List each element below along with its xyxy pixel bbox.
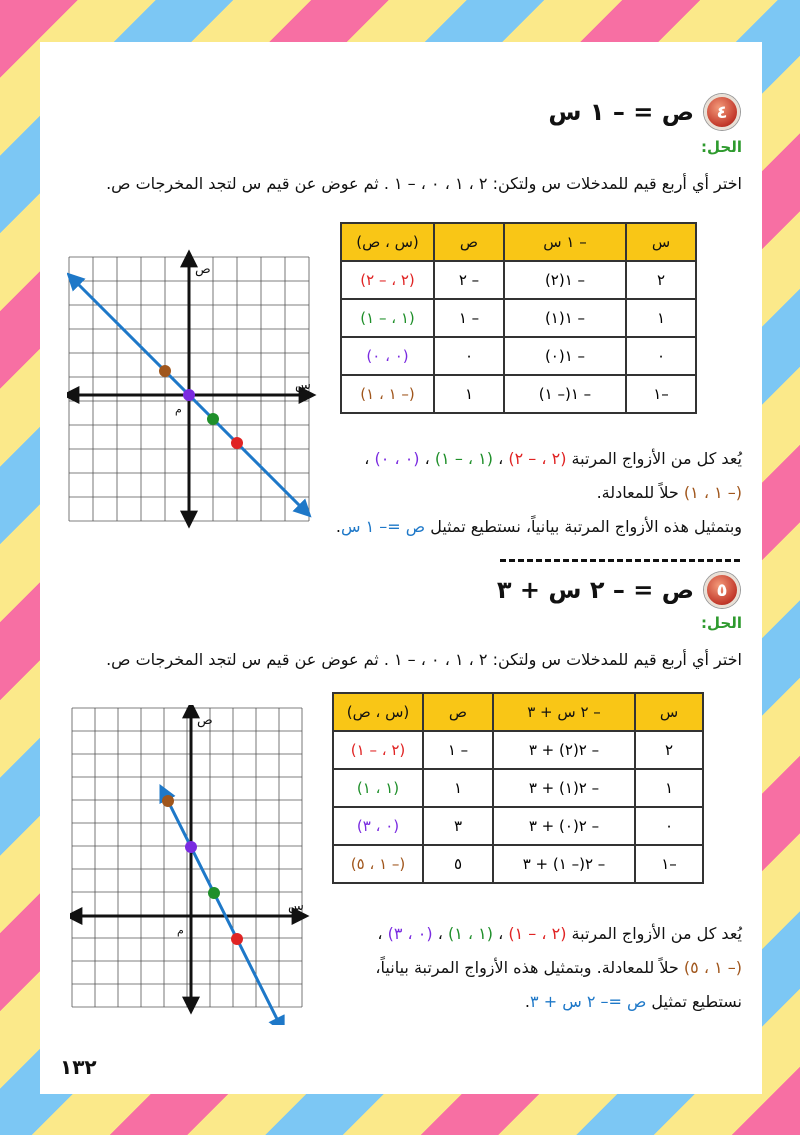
table-cell: – ٢(– ١) + ٣ [493, 845, 635, 883]
table-header-row [333, 693, 703, 731]
ordered-pair: (١ ، ١) [447, 924, 493, 943]
table-cell-pair: (١ ، ١) [333, 769, 423, 807]
table-cell: ١ [423, 769, 493, 807]
equation-highlight: ص =– ١ س [340, 517, 426, 536]
table-cell: ١ [635, 769, 703, 807]
table-row [341, 261, 696, 299]
table-header-row [341, 223, 696, 261]
y-axis-label: ص [195, 262, 211, 277]
explanation-line [312, 442, 742, 476]
problem-4-header [548, 94, 740, 130]
separator: ، [493, 449, 509, 468]
explanation-line [312, 985, 742, 1019]
table-row [333, 807, 703, 845]
table-row [341, 337, 696, 375]
problem-5-equation: ص = – ٢ س + ٣ [496, 576, 694, 604]
table-cell: –١ [635, 845, 703, 883]
ordered-pair: (– ١ ، ١) [683, 483, 742, 502]
problem-4-solution-label: الحل: [701, 138, 742, 156]
table-cell: ٥ [423, 845, 493, 883]
table-header-cell: (س ، ص) [333, 693, 423, 731]
page [40, 42, 762, 1094]
table-cell: – ٢(٠) + ٣ [493, 807, 635, 845]
page-number: ١٣٢ [60, 1055, 97, 1079]
separator: ، [419, 449, 435, 468]
ordered-pair: (٠ ، ٠) [374, 449, 420, 468]
table-header-cell: (س ، ص) [341, 223, 434, 261]
table-cell: – ١(٠) [504, 337, 626, 375]
data-point [162, 795, 174, 807]
problem-5-graph [70, 705, 320, 1025]
table-cell: ٠ [635, 807, 703, 845]
table-cell-pair: (٠ ، ٣) [333, 807, 423, 845]
table-header-cell: س [626, 223, 696, 261]
explanation-text: ، [364, 449, 375, 468]
explanation-text: وبتمثيل هذه الأزواج المرتبة بيانياً، نستطيع تمثيل [425, 517, 742, 536]
table-cell-pair: (٢ ، – ١) [333, 731, 423, 769]
table-cell: – ١ [423, 731, 493, 769]
table-cell-pair: (٢ ، – ٢) [341, 261, 434, 299]
table-header-cell: ص [434, 223, 504, 261]
explanation-text: يُعد كل من الأزواج المرتبة [566, 449, 742, 468]
table-cell-pair: (١ ، – ١) [341, 299, 434, 337]
table-row [333, 769, 703, 807]
problem-5-intro: اختر أي أربع قيم للمدخلات س ولتكن: ٢ ، ١ ، ٠ ، – ١ . ثم عوض عن قيم س لتجد المخرجات ص. [106, 650, 742, 669]
problem-4-explanation [312, 442, 742, 544]
problem-4-graph [67, 247, 317, 537]
table-cell: – ١(– ١) [504, 375, 626, 413]
explanation-line [312, 951, 742, 985]
explanation-text: . [524, 992, 531, 1011]
explanation-line [312, 510, 742, 544]
ordered-pair: (٢ ، – ١) [508, 924, 567, 943]
table-cell: ٢ [635, 731, 703, 769]
explanation-text: يُعد كل من الأزواج المرتبة [566, 924, 742, 943]
table-cell: ١ [626, 299, 696, 337]
table-cell: – ١ [434, 299, 504, 337]
table-header-cell: – ٢ س + ٣ [493, 693, 635, 731]
data-point [231, 437, 243, 449]
explanation-line [312, 917, 742, 951]
table-cell: ٠ [434, 337, 504, 375]
data-point [207, 413, 219, 425]
problem-4-equation: ص = – ١ س [548, 98, 694, 126]
explanation-text: ، [377, 924, 388, 943]
x-axis-label: س [295, 378, 311, 393]
data-point [183, 389, 195, 401]
table-cell: – ٢ [434, 261, 504, 299]
table-header-cell: س [635, 693, 703, 731]
problem-5-number-badge: ٥ [704, 572, 740, 608]
table-cell: – ١(٢) [504, 261, 626, 299]
y-axis-label: ص [197, 713, 213, 728]
table-cell: ٠ [626, 337, 696, 375]
equation-highlight: ص =– ٢ س + ٣ [530, 992, 647, 1011]
table-cell: ٣ [423, 807, 493, 845]
problem-5-solution-label: الحل: [701, 614, 742, 632]
explanation-text: حلاً للمعادلة. وبتمثيل هذه الأزواج المرتبة بيانياً، [375, 958, 684, 977]
section-divider [500, 559, 740, 562]
ordered-pair: (١ ، – ١) [434, 449, 493, 468]
table-row [333, 731, 703, 769]
table-cell-pair: (– ١ ، ٥) [333, 845, 423, 883]
problem-5-header [497, 572, 740, 608]
data-point [208, 887, 220, 899]
ordered-pair: (– ١ ، ٥) [683, 958, 742, 977]
table-cell-pair: (٠ ، ٠) [341, 337, 434, 375]
ordered-pair: (٠ ، ٣) [387, 924, 433, 943]
table-row [341, 375, 696, 413]
x-axis-label: س [288, 899, 304, 914]
origin-label: م [177, 924, 184, 937]
problem-4-values-table [340, 222, 697, 414]
problem-4-intro: اختر أي أربع قيم للمدخلات س ولتكن: ٢ ، ١ ، ٠ ، – ١ . ثم عوض عن قيم س لتجد المخرجات ص. [106, 174, 742, 193]
table-row [341, 299, 696, 337]
data-point [159, 365, 171, 377]
table-cell: – ٢(٢) + ٣ [493, 731, 635, 769]
ordered-pair: (٢ ، – ٢) [508, 449, 567, 468]
table-cell: ٢ [626, 261, 696, 299]
table-cell: –١ [626, 375, 696, 413]
table-cell-pair: (– ١ ، ١) [341, 375, 434, 413]
explanation-line [312, 476, 742, 510]
origin-label: م [175, 403, 182, 416]
table-row [333, 845, 703, 883]
problem-5-values-table [332, 692, 704, 884]
explanation-text: حلاً للمعادلة. [596, 483, 684, 502]
explanation-text: نستطيع تمثيل [646, 992, 742, 1011]
table-cell: ١ [434, 375, 504, 413]
table-header-cell: ص [423, 693, 493, 731]
table-header-cell: – ١ س [504, 223, 626, 261]
separator: ، [493, 924, 509, 943]
separator: ، [432, 924, 448, 943]
data-point [185, 841, 197, 853]
explanation-text: . [335, 517, 341, 536]
data-point [231, 933, 243, 945]
table-cell: – ١(١) [504, 299, 626, 337]
problem-5-explanation [312, 917, 742, 1019]
table-cell: – ٢(١) + ٣ [493, 769, 635, 807]
problem-4-number-badge: ٤ [704, 94, 740, 130]
